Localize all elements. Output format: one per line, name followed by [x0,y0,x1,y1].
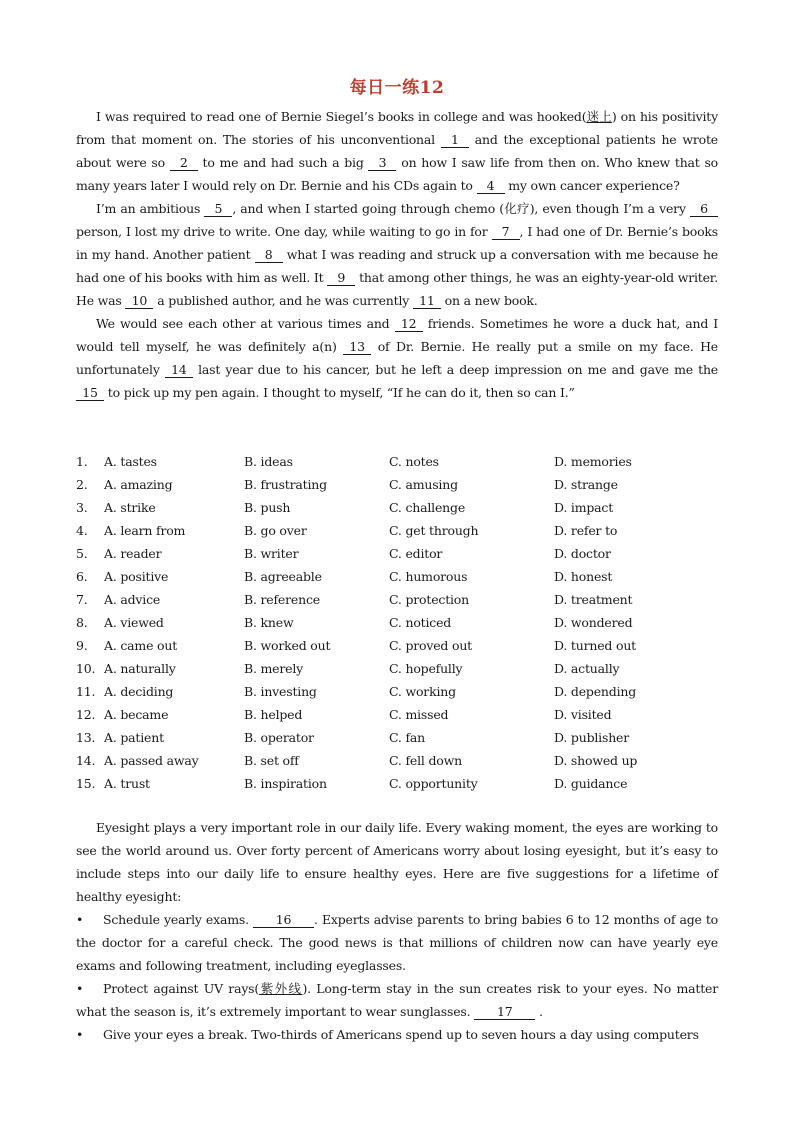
option-b[interactable]: B. go over [244,523,307,538]
option-d[interactable]: D. visited [554,707,612,722]
option-b[interactable]: B. agreeable [244,569,322,584]
option-b[interactable]: B. push [244,500,291,515]
question-row [76,611,718,634]
blank-6: 6 [690,201,718,217]
option-a[interactable]: A. viewed [104,615,164,630]
option-c[interactable]: C. protection [389,592,469,607]
option-a[interactable]: A. positive [104,569,169,584]
option-b[interactable]: B. ideas [244,454,293,469]
option-a[interactable]: A. learn from [104,523,186,538]
option-a[interactable]: A. amazing [104,477,173,492]
question-row [76,772,718,795]
question-row [76,496,718,519]
option-a[interactable]: A. trust [104,776,150,791]
suggestion-2: • Protect against UV rays(紫外线). Long-term stay in the sun creates risk to your eyes. No matter what the season is, it’s extremely important to wear sunglasses. 17 . [76,977,718,1023]
option-a[interactable]: A. reader [104,546,162,561]
blank-13: 13 [343,339,371,355]
option-d[interactable]: D. actually [554,661,620,676]
blank-14: 14 [165,362,193,378]
option-a[interactable]: A. naturally [104,661,176,676]
option-a[interactable]: A. came out [104,638,178,653]
question-number: 10. [76,661,96,676]
blank-1: 1 [441,132,469,148]
question-number: 9. [76,638,88,653]
blank-8: 8 [255,247,283,263]
option-c[interactable]: C. opportunity [389,776,478,791]
options-table [76,450,718,795]
passage-1-paragraph-3: We would see each other at various times and 12 friends. Sometimes he wore a duck hat, and I would tell myself, he was definitely a(n) 13 of Dr. Bernie. He really put a smile on my face. He unfortunately 14 last year due to his cancer, but he left a deep impression on me and gave me the 15 to pick up my pen again. I thought to myself, “If he can do it, then so can I.” [76,316,719,400]
option-d[interactable]: D. publisher [554,730,630,745]
option-d[interactable]: D. depending [554,684,637,699]
question-number: 6. [76,569,88,584]
blank-5: 5 [204,201,232,217]
question-row [76,542,718,565]
bullet-icon: • [76,981,84,996]
option-c[interactable]: C. fell down [389,753,462,768]
option-a[interactable]: A. became [104,707,169,722]
blank-10: 10 [125,293,153,309]
option-d[interactable]: D. impact [554,500,614,515]
option-b[interactable]: B. frustrating [244,477,327,492]
option-a[interactable]: A. advice [104,592,161,607]
option-d[interactable]: D. memories [554,454,632,469]
blank-16: 16 [253,912,314,928]
option-d[interactable]: D. wondered [554,615,633,630]
option-c[interactable]: C. working [389,684,456,699]
option-a[interactable]: A. deciding [104,684,174,699]
option-d[interactable]: D. showed up [554,753,638,768]
bullet-icon: • [76,1027,84,1042]
question-number: 15. [76,776,96,791]
option-b[interactable]: B. inspiration [244,776,327,791]
question-row [76,657,718,680]
option-c[interactable]: C. proved out [389,638,473,653]
option-b[interactable]: B. helped [244,707,303,722]
option-d[interactable]: D. guidance [554,776,628,791]
option-a[interactable]: A. tastes [104,454,157,469]
option-c[interactable]: C. challenge [389,500,466,515]
question-row [76,726,718,749]
option-c[interactable]: C. editor [389,546,443,561]
question-number: 5. [76,546,88,561]
option-d[interactable]: D. turned out [554,638,636,653]
option-d[interactable]: D. doctor [554,546,611,561]
option-b[interactable]: B. operator [244,730,314,745]
question-number: 2. [76,477,88,492]
option-a[interactable]: A. patient [104,730,164,745]
question-row [76,519,718,542]
passage-1-paragraph-1: I was required to read one of Bernie Siegel’s books in college and was hooked(迷上) on his positivity from that moment on. The stories of his unconventional 1 and the exceptional patients he wrote about were so 2 to me and had such a big 3 on how I saw life from then on. Who knew that so many years later I would rely on Dr. Bernie and his CDs again to 4 my own cancer experience? [76,109,718,193]
option-c[interactable]: C. missed [389,707,449,722]
question-number: 7. [76,592,88,607]
passage-1 [76,105,718,404]
option-b[interactable]: B. investing [244,684,317,699]
option-d[interactable]: D. refer to [554,523,618,538]
options-section [76,450,718,795]
question-row [76,588,718,611]
option-d[interactable]: D. treatment [554,592,633,607]
option-a[interactable]: A. passed away [104,753,199,768]
question-number: 3. [76,500,88,515]
option-b[interactable]: B. writer [244,546,299,561]
blank-17: 17 [474,1004,535,1020]
question-number: 11. [76,684,96,699]
option-d[interactable]: D. honest [554,569,613,584]
option-c[interactable]: C. humorous [389,569,468,584]
option-b[interactable]: B. reference [244,592,320,607]
passage-1-paragraph-2: I’m an ambitious 5 , and when I started going through chemo (化疗), even though I’m a very 6 person, I lost my drive to write. One day, while waiting to go in for 7 , I had one of Dr. Bernie’s books in my hand. Another patient 8 what I was reading and struck up a conversation with me because he had one of his books with him as well. It 9 that among other things, he was an eighty-year-old writer. He was 10 a published author, and he was currently 11 on a new book. [76,201,718,308]
bullet-icon: • [76,912,84,927]
question-number: 4. [76,523,88,538]
blank-4: 4 [477,178,505,194]
question-number: 13. [76,730,96,745]
question-number: 1. [76,454,88,469]
option-b[interactable]: B. knew [244,615,294,630]
option-c[interactable]: C. get through [389,523,479,538]
passage-2 [76,816,718,1046]
question-number: 14. [76,753,96,768]
question-row [76,680,718,703]
option-a[interactable]: A. strike [104,500,156,515]
question-row [76,450,718,473]
option-c[interactable]: C. noticed [389,615,452,630]
option-d[interactable]: D. strange [554,477,618,492]
question-row [76,565,718,588]
question-number: 8. [76,615,88,630]
option-b[interactable]: B. merely [244,661,304,676]
underlined-gloss: 迷上 [586,109,612,124]
option-b[interactable]: B. set off [244,753,299,768]
suggestion-3: • Give your eyes a break. Two-thirds of Americans spend up to seven hours a day using computers [76,1023,718,1046]
blank-3: 3 [368,155,396,171]
blank-15: 15 [76,385,104,401]
blank-7: 7 [492,224,520,240]
option-c[interactable]: C. fan [389,730,425,745]
option-c[interactable]: C. notes [389,454,439,469]
question-number: 12. [76,707,96,722]
blank-12: 12 [395,316,423,332]
page-title: 每日一练12 [349,78,445,98]
blank-11: 11 [413,293,441,309]
blank-9: 9 [327,270,355,286]
option-c[interactable]: C. hopefully [389,661,463,676]
question-row [76,749,718,772]
blank-2: 2 [170,155,198,171]
option-b[interactable]: B. worked out [244,638,331,653]
option-c[interactable]: C. amusing [389,477,458,492]
question-row [76,703,718,726]
passage-2-intro: Eyesight plays a very important role in our daily life. Every waking moment, the eyes are working to see the world around us. Over forty percent of Americans worry about losing eyesight, but it’s easy to include steps into our daily life to ensure healthy eyes. Here are five suggestions for a lifetime of healthy eyesight: [76,820,718,904]
question-row [76,634,718,657]
underlined-gloss: 紫外线 [259,981,303,996]
suggestion-1: • Schedule yearly exams. 16 . Experts advise parents to bring babies 6 to 12 months of age to the doctor for a careful check. The good news is that millions of children now can have yearly eye exams and following treatment, including eyeglasses. [76,908,718,977]
question-row [76,473,718,496]
